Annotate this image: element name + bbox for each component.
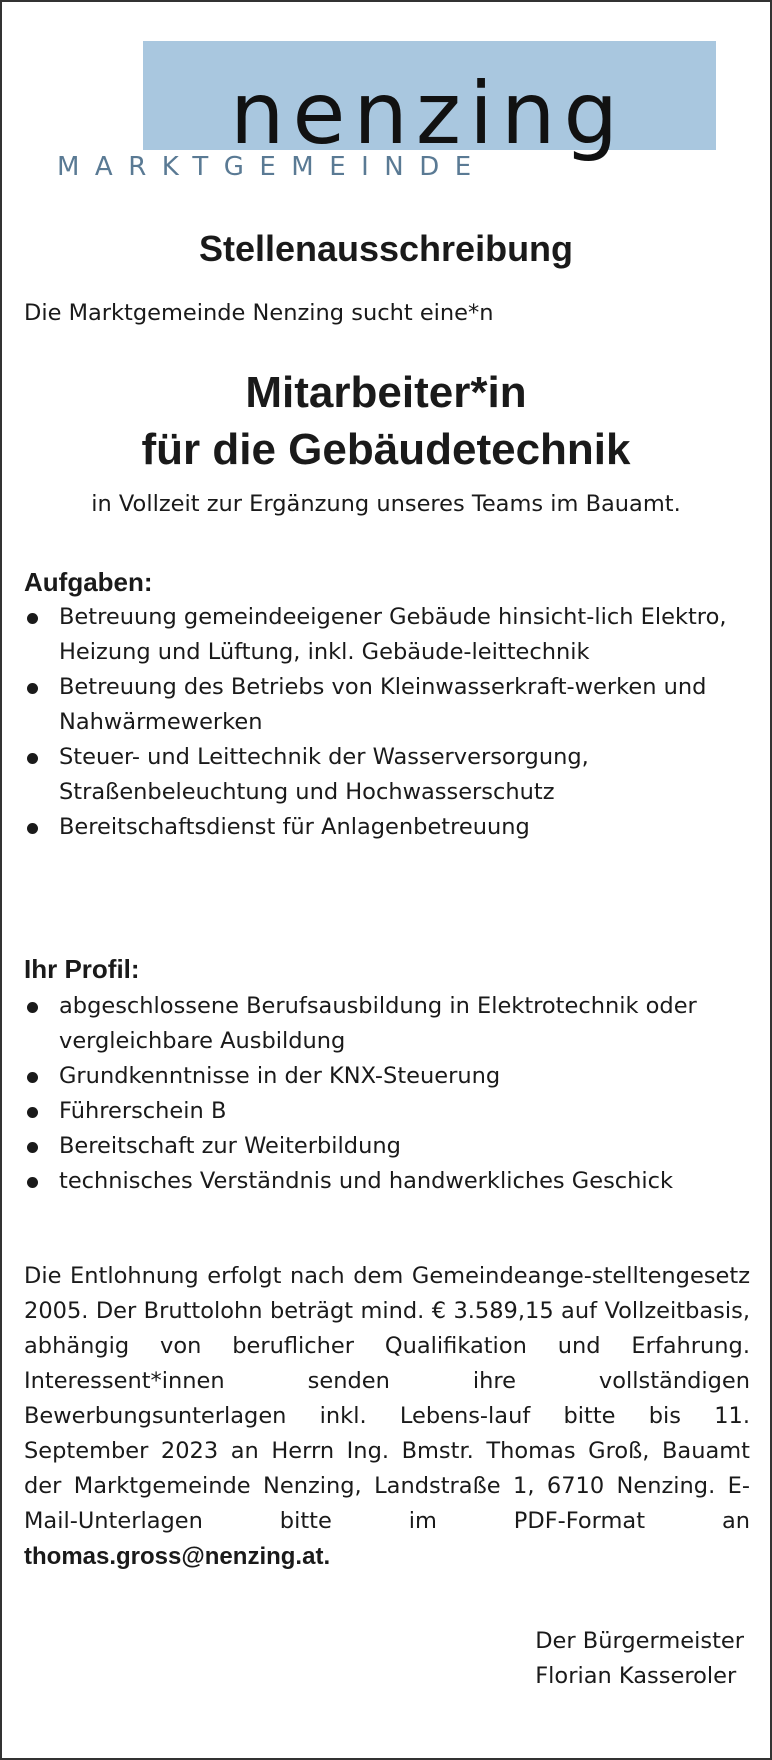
- list-item: technisches Verständnis und handwerkliches Geschick: [24, 1164, 764, 1199]
- list-item: abgeschlossene Berufsausbildung in Elektrotechnik oder vergleichbare Ausbildung: [24, 989, 764, 1059]
- logo-wordmark: nenzing: [230, 64, 627, 164]
- list-item: Führerschein B: [24, 1094, 764, 1129]
- list-item: Betreuung des Betriebs von Kleinwasserkraft-werken und Nahwärmewerken: [24, 670, 764, 740]
- logo-subtitle: MARKTGEMEINDE: [57, 152, 487, 182]
- tasks-heading: Aufgaben:: [24, 567, 153, 597]
- signature-role: Der Bürgermeister: [535, 1628, 744, 1654]
- application-text: [24, 1259, 750, 1575]
- list-item: Grundkenntnisse in der KNX-Steuerung: [24, 1059, 764, 1094]
- body-text: Die Entlohnung erfolgt nach dem Gemeindeange-stelltengesetz 2005. Der Bruttolohn beträgt mind. € 3.589,15 auf Vollzeitbasis, abhängig von beruflicher Qualifikation und Erfahrung. Interessent*innen senden ihre vollständigen Bewerbungsunterlagen inkl. Lebens-lauf bitte bis 11. September 2023 an Herrn Ing. Bmstr. Thomas Groß, Bauamt der Marktgemeinde Nenzing, Landstraße 1, 6710 Nenzing. E-Mail-Unterlagen bitte im PDF-Format an: [24, 1263, 750, 1534]
- profile-list: [24, 989, 764, 1199]
- signature-name: Florian Kasseroler: [535, 1663, 737, 1689]
- job-title-line2: für die Gebäudetechnik: [141, 425, 631, 474]
- job-subtitle: in Vollzeit zur Ergänzung unseres Teams im Bauamt.: [91, 491, 681, 517]
- list-item: Bereitschaftsdienst für Anlagenbetreuung: [24, 810, 764, 845]
- list-item: Steuer- und Leittechnik der Wasserversorgung, Straßenbeleuchtung und Hochwasserschutz: [24, 740, 764, 810]
- list-item: Bereitschaft zur Weiterbildung: [24, 1129, 764, 1164]
- profile-heading: Ihr Profil:: [24, 954, 140, 984]
- email-link[interactable]: thomas.gross@nenzing.at.: [24, 1543, 331, 1570]
- list-item: Betreuung gemeindeeigener Gebäude hinsicht-lich Elektro, Heizung und Lüftung, inkl. Gebäude-leittechnik: [24, 600, 764, 670]
- heading: Stellenausschreibung: [198, 228, 574, 269]
- intro-text: Die Marktgemeinde Nenzing sucht eine*n: [24, 300, 494, 326]
- tasks-list: [24, 600, 764, 845]
- job-title-line1: Mitarbeiter*in: [245, 368, 527, 417]
- signature-block: [535, 1624, 744, 1694]
